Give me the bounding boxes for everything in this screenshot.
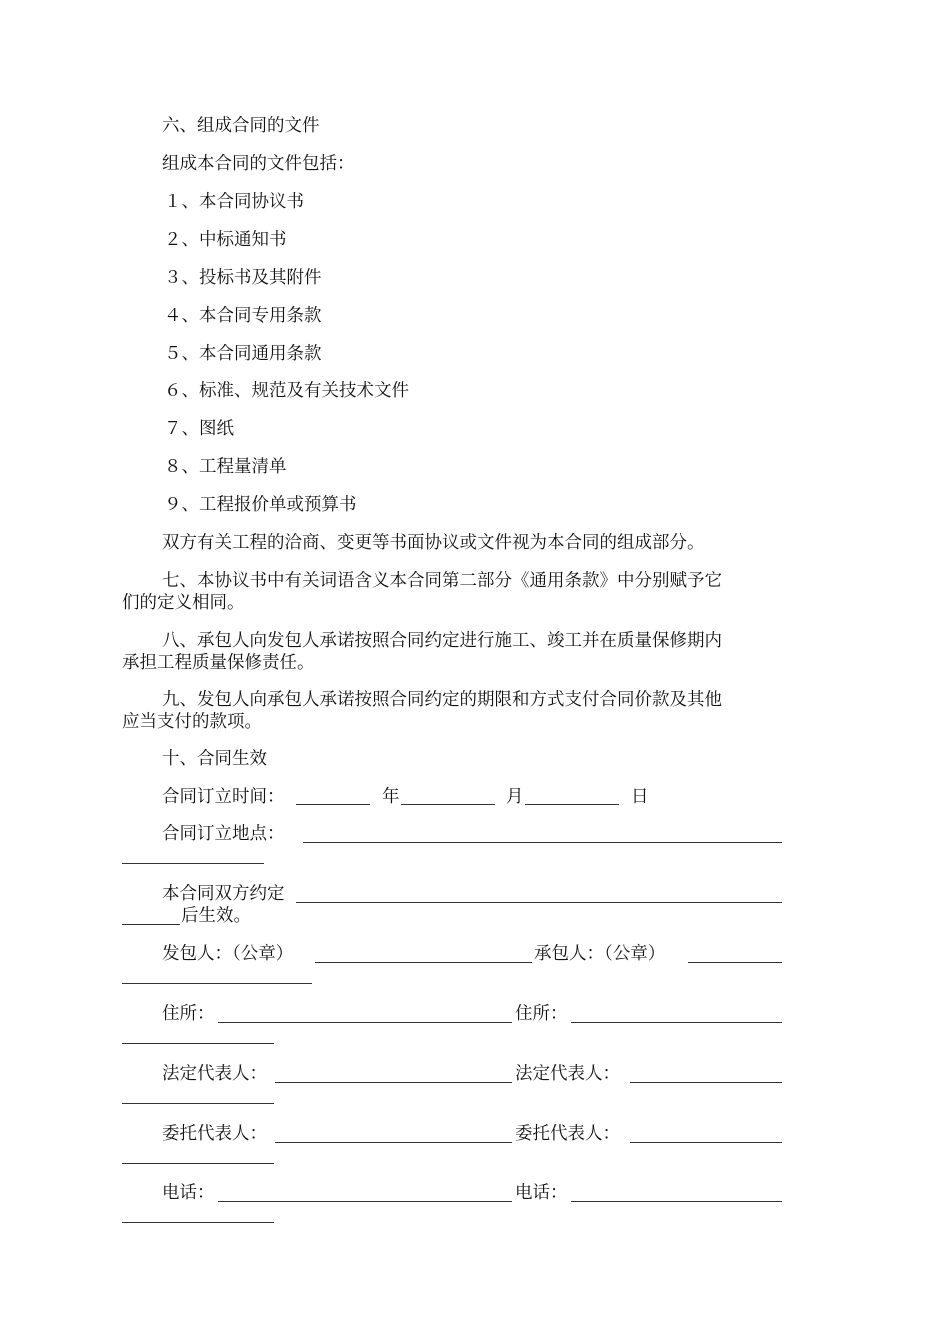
effective-suffix: 后生效。: [181, 906, 251, 926]
document-list-item: ２、中标通知书: [164, 230, 287, 250]
employer-legal-rep-blank[interactable]: [275, 1082, 512, 1083]
month-label: 月: [506, 787, 524, 807]
document-list-item: ６、标准、规范及有关技术文件: [164, 381, 409, 401]
contractor-legal-rep-label: 法定代表人：: [515, 1064, 620, 1084]
sign-place-blank[interactable]: [303, 842, 782, 843]
contractor-agent-blank-continued[interactable]: [122, 1163, 274, 1164]
section7-line2: 们的定义相同。: [122, 593, 245, 613]
section9-line2: 应当支付的款项。: [122, 712, 262, 732]
section8-line1: 八、承包人向发包人承诺按照合同约定进行施工、竣工并在质量保修期内: [162, 631, 722, 651]
sign-month-blank[interactable]: [401, 804, 495, 805]
contractor-blank-continued[interactable]: [122, 983, 312, 984]
employer-legal-rep-label: 法定代表人：: [162, 1064, 267, 1084]
employer-address-blank[interactable]: [218, 1022, 512, 1023]
effective-condition-blank[interactable]: [296, 902, 782, 903]
sign-day-blank[interactable]: [525, 804, 619, 805]
contractor-legal-rep-blank[interactable]: [630, 1082, 782, 1083]
section10-heading: 十、合同生效: [162, 749, 267, 769]
sign-year-blank[interactable]: [296, 804, 370, 805]
employer-agent-blank[interactable]: [275, 1142, 512, 1143]
section6-closing: 双方有关工程的洽商、变更等书面协议或文件视为本合同的组成部分。: [162, 533, 705, 553]
contractor-agent-blank[interactable]: [630, 1142, 782, 1143]
contractor-agent-label: 委托代表人：: [515, 1124, 620, 1144]
section9-line1: 九、发包人向承包人承诺按照合同约定的期限和方式支付合同价款及其他: [162, 690, 722, 710]
day-label: 日: [631, 787, 649, 807]
contractor-blank[interactable]: [688, 962, 782, 963]
section6-heading: 六、组成合同的文件: [162, 116, 320, 136]
section8-line2: 承担工程质量保修责任。: [122, 653, 315, 673]
employer-agent-label: 委托代表人：: [162, 1124, 267, 1144]
employer-phone-blank[interactable]: [218, 1201, 512, 1202]
contractor-phone-label: 电话：: [515, 1183, 568, 1203]
document-list-item: ５、本合同通用条款: [164, 344, 322, 364]
contractor-phone-blank[interactable]: [571, 1201, 782, 1202]
employer-phone-label: 电话：: [162, 1183, 215, 1203]
contractor-address-blank-continued[interactable]: [122, 1043, 274, 1044]
document-list-item: ８、工程量清单: [164, 457, 287, 477]
sign-time-label: 合同订立时间：: [162, 787, 285, 807]
document-list-item: ７、图纸: [164, 419, 234, 439]
document-list-item: １、本合同协议书: [164, 192, 304, 212]
document-list-item: ３、投标书及其附件: [164, 268, 322, 288]
contractor-address-blank[interactable]: [571, 1022, 782, 1023]
contractor-legal-rep-blank-continued[interactable]: [122, 1103, 274, 1104]
sign-place-label: 合同订立地点：: [162, 824, 285, 844]
document-list-item: ９、工程报价单或预算书: [164, 495, 357, 515]
employer-address-label: 住所：: [162, 1004, 215, 1024]
contractor-label: 承包人：（公章）: [534, 944, 666, 964]
section7-line1: 七、本协议书中有关词语含义本合同第二部分《通用条款》中分别赋予它: [162, 571, 722, 591]
effective-condition-blank-continued[interactable]: [122, 924, 180, 925]
contractor-phone-blank-continued[interactable]: [122, 1222, 274, 1223]
sign-place-blank-continued[interactable]: [122, 863, 264, 864]
section6-intro: 组成本合同的文件包括：: [162, 154, 355, 174]
effective-prefix: 本合同双方约定: [162, 884, 285, 904]
contractor-address-label: 住所：: [515, 1004, 568, 1024]
employer-label: 发包人：（公章）: [162, 944, 294, 964]
employer-blank[interactable]: [315, 962, 532, 963]
document-list-item: ４、本合同专用条款: [164, 306, 322, 326]
year-label: 年: [382, 787, 400, 807]
